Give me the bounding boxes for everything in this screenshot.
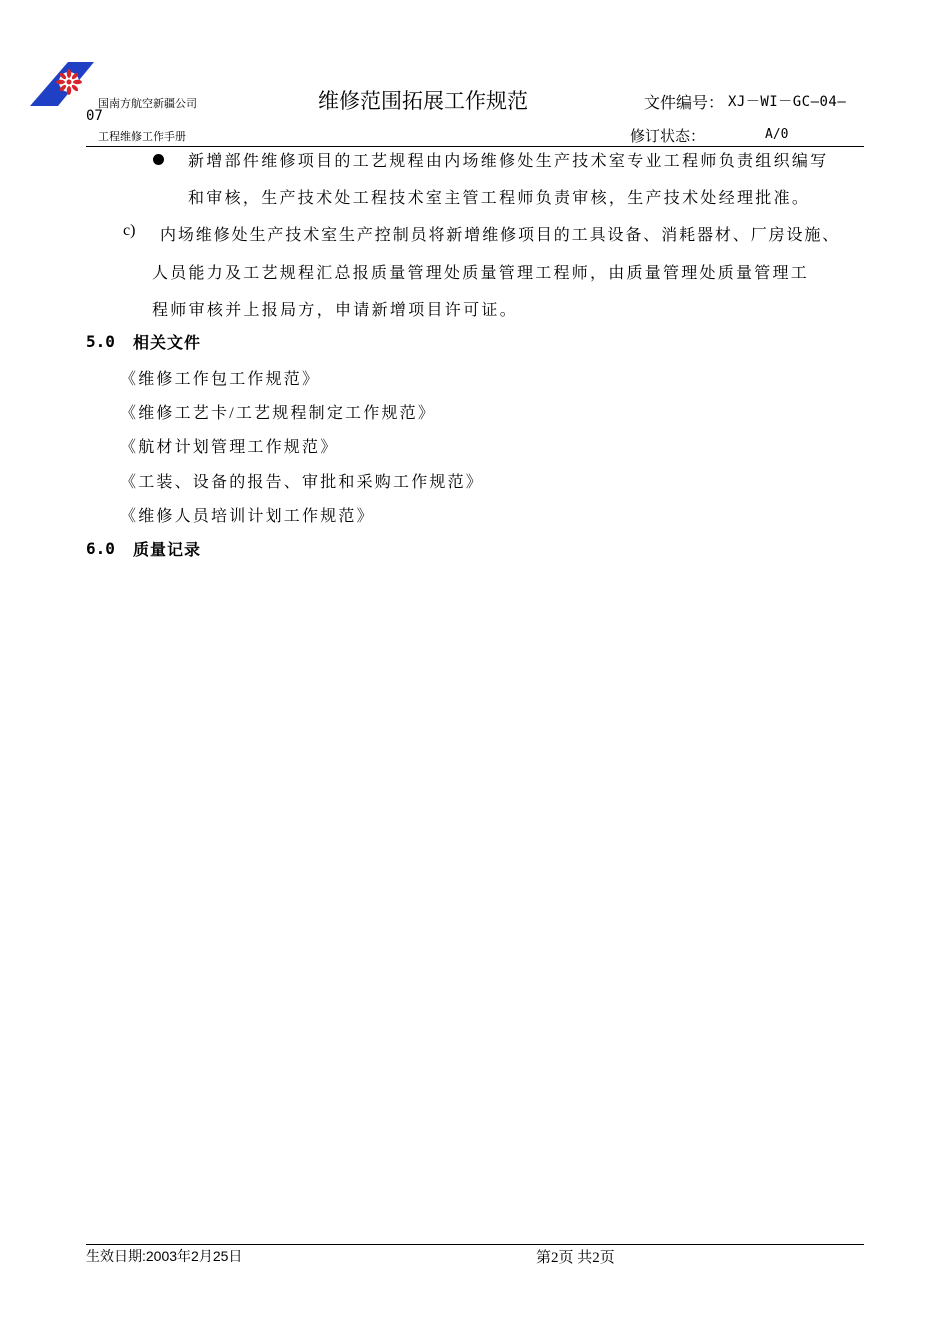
company-name: 国南方航空新疆公司 <box>98 98 197 110</box>
bullet-paragraph-line: 新增部件维修项目的工艺规程由内场维修处生产技术室专业工程师负责组织编写 <box>188 153 829 170</box>
list-item-line: 程师审核并上报局方，申请新增项目许可证。 <box>152 302 519 319</box>
document-title: 维修范围拓展工作规范 <box>318 90 528 113</box>
revision-value: A/0 <box>765 127 789 142</box>
manual-name: 工程维修工作手册 <box>98 131 186 143</box>
section-title: 质量记录 <box>133 542 202 559</box>
bullet-dot-icon <box>153 154 164 165</box>
header-divider <box>86 146 864 147</box>
reference-item: 《维修工作包工作规范》 <box>120 371 321 388</box>
page-number: 第2页 共2页 <box>536 1250 615 1266</box>
doc-number-value: XJ－WI－GC—04— <box>728 94 847 110</box>
list-item-line: 人员能力及工艺规程汇总报质量管理处质量管理工程师，由质量管理处质量管理工 <box>152 265 810 282</box>
doc-number-continuation: 07 <box>86 108 103 124</box>
reference-item: 《工装、设备的报告、审批和采购工作规范》 <box>120 474 485 491</box>
china-southern-kapok-logo-icon <box>28 60 96 108</box>
revision-label: 修订状态： <box>630 128 706 145</box>
list-item-line: 内场维修处生产技术室生产控制员将新增维修项目的工具设备、消耗器材、厂房设施、 <box>160 227 841 244</box>
reference-item: 《维修人员培训计划工作规范》 <box>120 508 375 525</box>
reference-item: 《维修工艺卡/工艺规程制定工作规范》 <box>120 405 437 422</box>
doc-number-label: 文件编号： <box>644 95 725 112</box>
effective-date: 生效日期:2003年2月25日 <box>86 1248 243 1264</box>
section-number: 5.0 <box>86 332 115 351</box>
list-item-marker: c) <box>123 222 136 239</box>
section-title: 相关文件 <box>133 335 202 352</box>
section-number: 6.0 <box>86 539 115 558</box>
footer-divider <box>86 1244 864 1245</box>
reference-item: 《航材计划管理工作规范》 <box>120 439 339 456</box>
bullet-paragraph-line: 和审核，生产技术处工程技术室主管工程师负责审核，生产技术处经理批准。 <box>188 190 811 207</box>
